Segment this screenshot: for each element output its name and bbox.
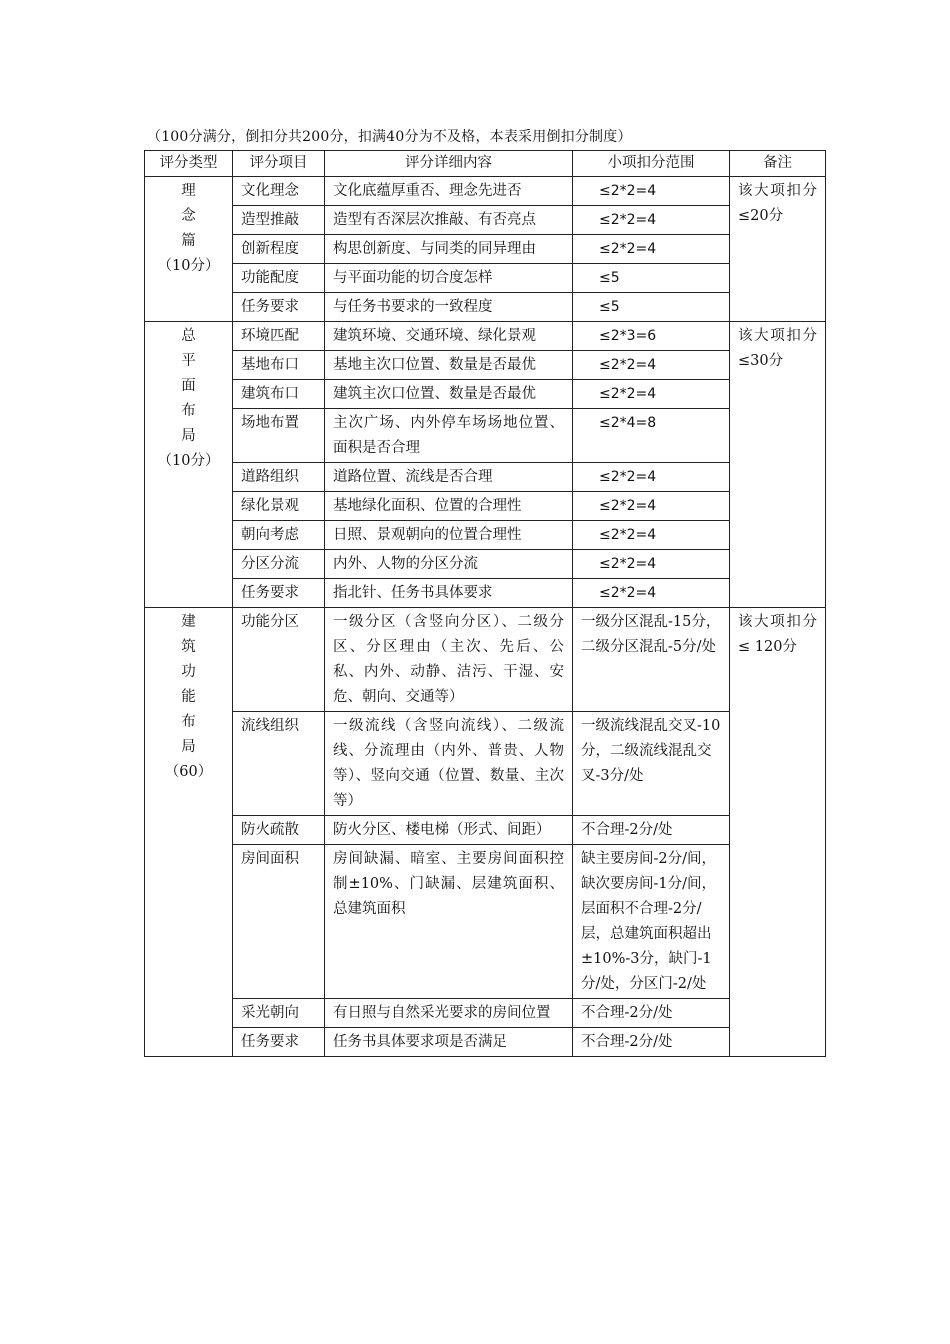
scoring-table <box>144 150 826 1057</box>
range-cell: ≤2*2=4 <box>573 550 730 579</box>
header-category: 评分类型 <box>145 151 233 177</box>
range-cell: ≤2*2=4 <box>573 206 730 235</box>
item-cell: 建筑布口 <box>233 380 325 409</box>
content-cell: 日照、景观朝向的位置合理性 <box>325 521 573 550</box>
content-cell: 防火分区、楼电梯（形式、间距） <box>325 816 573 845</box>
content-cell: 基地主次口位置、数量是否最优 <box>325 351 573 380</box>
content-cell: 道路位置、流线是否合理 <box>325 463 573 492</box>
content-cell: 与平面功能的切合度怎样 <box>325 264 573 293</box>
range-cell: ≤2*4=8 <box>573 409 730 463</box>
item-cell: 功能分区 <box>233 608 325 712</box>
item-cell: 创新程度 <box>233 235 325 264</box>
item-cell: 基地布口 <box>233 351 325 380</box>
header-range: 小项扣分范围 <box>573 151 730 177</box>
table-row <box>145 608 826 712</box>
range-cell: ≤2*2=4 <box>573 380 730 409</box>
content-cell: 与任务书要求的一致程度 <box>325 293 573 322</box>
header-row <box>145 151 826 177</box>
range-cell: ≤2*2=4 <box>573 177 730 206</box>
table-row <box>145 206 826 235</box>
content-cell: 房间缺漏、暗室、主要房间面积控制±10%、门缺漏、层建筑面积、总建筑面积 <box>325 845 573 999</box>
range-cell: ≤2*2=4 <box>573 235 730 264</box>
range-cell: ≤5 <box>573 293 730 322</box>
category-concept: 理 念 篇 （10分） <box>145 177 233 322</box>
content-cell: 基地绿化面积、位置的合理性 <box>325 492 573 521</box>
content-cell: 主次广场、内外停车场场地位置、面积是否合理 <box>325 409 573 463</box>
table-row <box>145 712 826 816</box>
range-cell: ≤2*2=4 <box>573 579 730 608</box>
table-row <box>145 492 826 521</box>
range-cell: 不合理-2分/处 <box>573 1028 730 1057</box>
content-cell: 内外、人物的分区分流 <box>325 550 573 579</box>
item-cell: 流线组织 <box>233 712 325 816</box>
category-building-function: 建 筑 功 能 布 局 （60） <box>145 608 233 1057</box>
range-cell: 不合理-2分/处 <box>573 816 730 845</box>
item-cell: 绿化景观 <box>233 492 325 521</box>
table-row <box>145 521 826 550</box>
table-row <box>145 463 826 492</box>
content-cell: 有日照与自然采光要求的房间位置 <box>325 999 573 1028</box>
item-cell: 任务要求 <box>233 1028 325 1057</box>
content-cell: 造型有否深层次推敲、有否亮点 <box>325 206 573 235</box>
content-cell: 文化底蕴厚重否、理念先进否 <box>325 177 573 206</box>
remark-cell: 该大项扣分≤30分 <box>730 322 826 608</box>
table-row <box>145 264 826 293</box>
table-row <box>145 351 826 380</box>
table-row <box>145 177 826 206</box>
range-cell: 缺主要房间-2分/间，缺次要房间-1分/间，层面积不合理-2分/层，总建筑面积超出±10%-3分，缺门-1分/处，分区门-2/处 <box>573 845 730 999</box>
content-cell: 一级分区（含竖向分区）、二级分区、分区理由（主次、先后、公私、内外、动静、洁污、干湿、安危、朝向、交通等） <box>325 608 573 712</box>
range-cell: ≤2*3=6 <box>573 322 730 351</box>
item-cell: 朝向考虑 <box>233 521 325 550</box>
header-content: 评分详细内容 <box>325 151 573 177</box>
category-site-plan: 总 平 面 布 局 （10分） <box>145 322 233 608</box>
content-cell: 构思创新度、与同类的同异理由 <box>325 235 573 264</box>
category-points: （10分） <box>157 453 220 469</box>
range-cell: ≤5 <box>573 264 730 293</box>
table-row <box>145 999 826 1028</box>
category-points: （10分） <box>157 258 220 274</box>
content-cell: 任务书具体要求项是否满足 <box>325 1028 573 1057</box>
table-row <box>145 816 826 845</box>
remark-cell: 该大项扣分≤20分 <box>730 177 826 322</box>
table-row <box>145 409 826 463</box>
item-cell: 防火疏散 <box>233 816 325 845</box>
remark-cell: 该大项扣分 ≤ 120分 <box>730 608 826 1057</box>
range-cell: 一级流线混乱交叉-10分，二级流线混乱交叉-3分/处 <box>573 712 730 816</box>
item-cell: 房间面积 <box>233 845 325 999</box>
header-remark: 备注 <box>730 151 826 177</box>
range-cell: ≤2*2=4 <box>573 351 730 380</box>
table-row <box>145 550 826 579</box>
item-cell: 场地布置 <box>233 409 325 463</box>
content-cell: 建筑环境、交通环境、绿化景观 <box>325 322 573 351</box>
table-row <box>145 1028 826 1057</box>
item-cell: 功能配度 <box>233 264 325 293</box>
table-row <box>145 322 826 351</box>
table-row <box>145 235 826 264</box>
item-cell: 文化理念 <box>233 177 325 206</box>
header-item: 评分项目 <box>233 151 325 177</box>
range-cell: 不合理-2分/处 <box>573 999 730 1028</box>
category-points: （60） <box>164 764 213 780</box>
item-cell: 采光朝向 <box>233 999 325 1028</box>
content-cell: 指北针、任务书具体要求 <box>325 579 573 608</box>
table-row <box>145 380 826 409</box>
item-cell: 环境匹配 <box>233 322 325 351</box>
item-cell: 造型推敲 <box>233 206 325 235</box>
table-row <box>145 845 826 999</box>
item-cell: 任务要求 <box>233 293 325 322</box>
content-cell: 建筑主次口位置、数量是否最优 <box>325 380 573 409</box>
range-cell: ≤2*2=4 <box>573 492 730 521</box>
table-row <box>145 579 826 608</box>
scoring-note: （100分满分，倒扣分共200分，扣满40分为不及格，本表采用倒扣分制度） <box>147 129 632 145</box>
range-cell: ≤2*2=4 <box>573 521 730 550</box>
item-cell: 道路组织 <box>233 463 325 492</box>
content-cell: 一级流线（含竖向流线）、二级流线、分流理由（内外、普贵、人物等）、竖向交通（位置、数量、主次等） <box>325 712 573 816</box>
item-cell: 分区分流 <box>233 550 325 579</box>
table-row <box>145 293 826 322</box>
range-cell: 一级分区混乱-15分，二级分区混乱-5分/处 <box>573 608 730 712</box>
item-cell: 任务要求 <box>233 579 325 608</box>
range-cell: ≤2*2=4 <box>573 463 730 492</box>
